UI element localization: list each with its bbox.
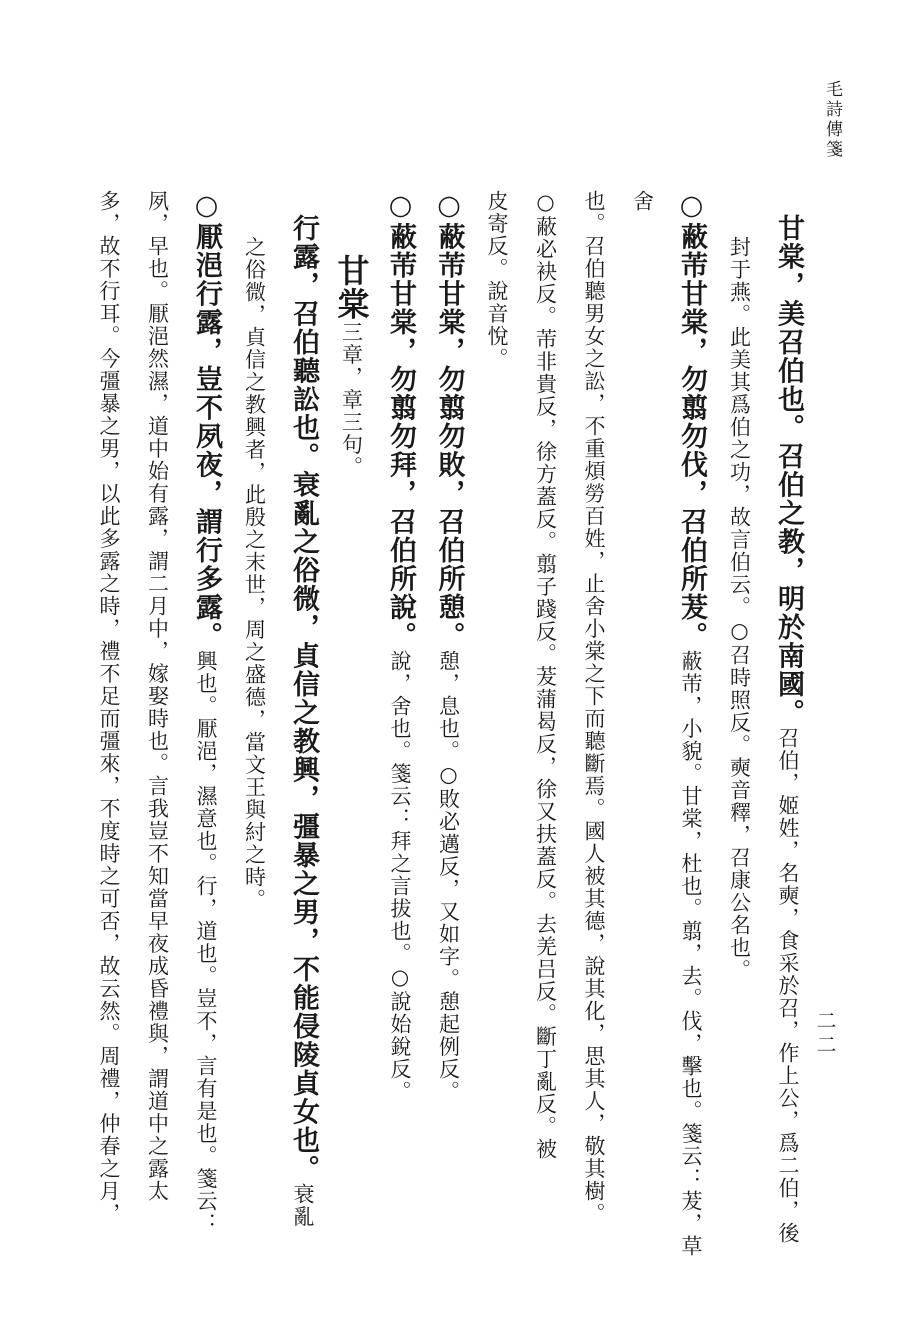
text-column [133,190,182,1260]
page-text-body [92,190,812,1260]
poem-line: 甘棠，美召伯也。召伯之教，明於南國。 [773,214,804,727]
poem-line: ○蔽芾甘棠，勿翦勿伐，召伯所茇。 [676,190,707,650]
commentary-text: 說，舍也。箋云：拜之言拔也。○說始銳反。 [388,650,412,1103]
page-number: 二二 [813,1010,837,1058]
text-column [473,190,522,1260]
commentary-text: 召伯，姬姓，名奭，食采於召，作上公，爲二伯，後 [776,727,800,1245]
commentary-text: 皮寄反。說音悅。 [485,190,509,370]
commentary-text: 蔽芾，小貌。甘棠，杜也。翦，去。伐，擊也。箋云：茇，草舍 [630,190,703,1258]
poem-line: ○厭浥行露，豈不夙夜，謂行多露。 [191,190,222,650]
commentary-text: 三章，章三句。 [339,321,364,479]
text-column [376,190,425,1260]
commentary-text: 憩，息也。○敗必邁反，又如字。憩起例反。 [436,650,461,1103]
text-column [570,190,619,1260]
commentary-text: 興也。厭浥，濕意也。行，道也。豈不，言有是也。箋云： [194,650,218,1235]
text-column [327,190,376,1260]
text-column [182,190,231,1260]
poem-line: 行露，召伯聽訟也。衰亂之俗微，貞信之教興，彊暴之男，不能侵陵貞女也。 [288,214,319,1183]
commentary-text: 衰亂 [291,1183,315,1228]
text-column [764,190,813,1260]
text-column [618,190,715,1260]
commentary-text: 夙，早也。厭浥然濕，道中始有露，謂二月中，嫁娶時也。言我豈不知當早夜成昏禮與，謂道中之露太 [145,190,170,1203]
commentary-text: 也。召伯聽男女之訟，不重煩勞百姓，止舍小棠之下而聽斷焉。國人被其德，說其化，思其人，敬其樹。 [582,190,606,1225]
poem-line: ○蔽芾甘棠，勿翦勿拜，召伯所說。 [385,190,416,650]
text-column [92,190,133,1260]
commentary-text: 多，故不行耳。今彊暴之男，以此多露之時，禮不足而彊來，不度時之可否，故云然。周禮，仲春之月， [97,190,121,1225]
text-column [715,190,764,1260]
text-column [424,190,473,1260]
text-column [279,190,328,1260]
text-column [230,190,279,1260]
commentary-text: ○蔽必袂反。芾非貴反，徐方蓋反。翦子踐反。茇蒲曷反，徐又扶蓋反。去羌吕反。斷丁亂反。被 [533,190,558,1161]
book-title-header: 毛詩傳箋 [822,80,842,160]
commentary-text: 之俗微，貞信之教興者，此殷之末世，周之盛德，當文王與紂之時。 [242,236,267,911]
commentary-text: 封于燕。此美其爲伯之功，故言伯云。○召時照反。奭音釋，召康公名也。 [727,236,752,982]
text-column [521,190,570,1260]
poem-title: 甘棠 [332,254,371,321]
poem-line: ○蔽芾甘棠，勿翦勿敗，召伯所憩。 [433,190,465,650]
